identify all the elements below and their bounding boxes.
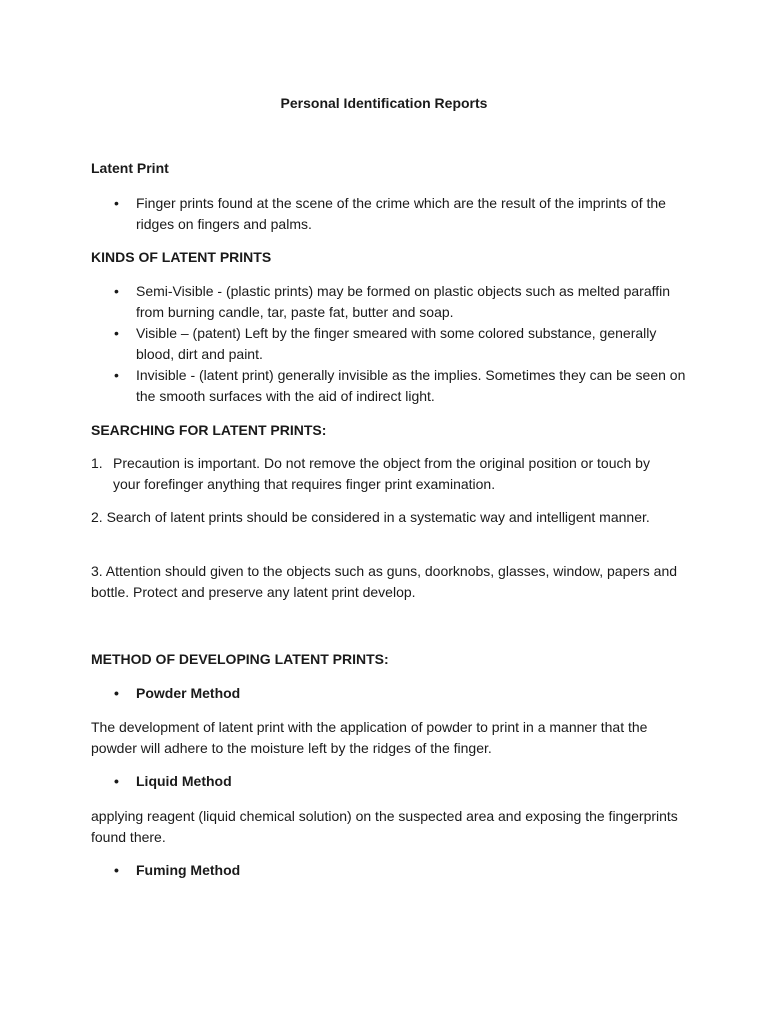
method-label: Fuming Method (136, 862, 241, 878)
method-fuming (91, 860, 240, 881)
page-title: Personal Identification Reports (280, 95, 488, 111)
list-item-text: Visible – (patent) Left by the finger smeared with some colored substance, generally blood, dirt and paint. (136, 325, 657, 362)
bullet-icon: • (114, 685, 119, 701)
bullet-icon: • (114, 773, 119, 789)
method-liquid (91, 771, 232, 792)
latent-print-list (91, 193, 691, 235)
list-item-text: Finger prints found at the scene of the crime which are the result of the imprints of the ridges on fingers and palms. (136, 195, 666, 232)
method-powder-description: The development of latent print with the application of powder to print in a manner that the powder will adhere to the moisture left by the ridges of the finger. (91, 719, 648, 756)
numbered-item-2: 2. Search of latent prints should be considered in a systematic way and intelligent manner. (91, 509, 650, 525)
list-item (91, 323, 691, 365)
bullet-icon: • (114, 325, 119, 341)
list-item (91, 365, 691, 407)
section-heading-searching: SEARCHING FOR LATENT PRINTS: (91, 422, 327, 438)
method-liquid-description: applying reagent (liquid chemical solution) on the suspected area and exposing the fingerprints found there. (91, 808, 678, 845)
bullet-icon: • (114, 195, 119, 211)
numbered-item-1 (91, 453, 681, 495)
numbered-item-3: 3. Attention should given to the objects such as guns, doorknobs, glasses, window, papers and bottle. Protect and preserve any latent print develop. (91, 563, 678, 600)
numbered-marker: 1. (91, 455, 103, 471)
bullet-icon: • (114, 283, 119, 299)
method-powder (91, 683, 240, 704)
bullet-icon: • (114, 862, 119, 878)
section-heading-method: METHOD OF DEVELOPING LATENT PRINTS: (91, 651, 389, 667)
list-item-text: Invisible - (latent print) generally invisible as the implies. Sometimes they can be seen on the smooth surfaces with the aid of indirect light. (136, 367, 686, 404)
list-item-text: Semi-Visible - (plastic prints) may be formed on plastic objects such as melted paraffin from burning candle, tar, paste fat, butter and soap. (136, 283, 671, 320)
section-heading-kinds: KINDS OF LATENT PRINTS (91, 249, 272, 265)
numbered-item-text: Precaution is important. Do not remove the object from the original position or touch by your forefinger anything that requires finger print examination. (113, 455, 650, 492)
kinds-list (91, 281, 691, 407)
method-label: Liquid Method (136, 773, 232, 789)
section-heading-latent-print: Latent Print (91, 160, 169, 176)
list-item (91, 193, 691, 235)
bullet-icon: • (114, 367, 119, 383)
list-item (91, 281, 691, 323)
method-label: Powder Method (136, 685, 241, 701)
